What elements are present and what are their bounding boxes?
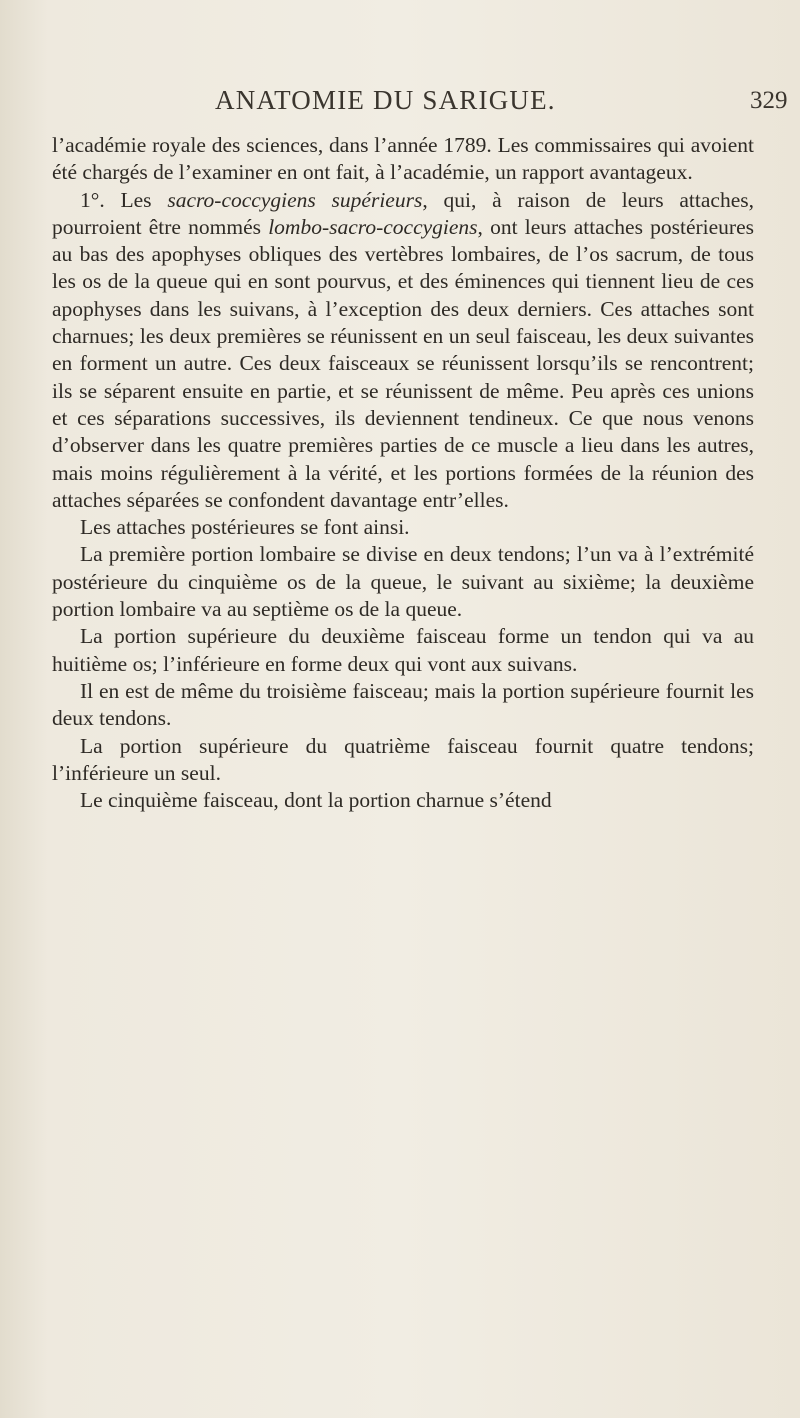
paragraph-6: Il en est de même du troisième faisceau; mais la portion supérieure fournit les deux tendons. — [52, 678, 754, 731]
page-header — [0, 85, 800, 125]
paragraph-1: l’académie royale des sciences, dans l’année 1789. Les commissaires qui avoient été chargés de l’examiner en ont fait, à l’académie, un rapport avantageux. — [52, 133, 754, 185]
paragraph-3: Les attaches postérieures se font ainsi. — [80, 515, 410, 540]
paragraph-5: La portion supérieure du deuxième faisceau forme un tendon qui va au huitième os; l’inférieure en forme deux qui vont aux suivans. — [52, 624, 754, 676]
paragraph-8: Le cinquième faisceau, dont la portion charnue s’étend — [80, 788, 552, 813]
running-title: ANATOMIE DU SARIGUE. — [215, 85, 556, 115]
page-number: 329 — [750, 87, 788, 114]
paragraph-2-lead: 1°. Les — [80, 187, 152, 212]
muscle-name-term: sacro-coccygiens supérieurs — [167, 187, 423, 212]
paragraph-2-rest: , ont leurs attaches postérieures au bas des apophyses obliques des vertèbres lombaires, de l’os sacrum, de tous les os de la queue qui en sont pourvus, et des éminences qui tiennent lieu de ces apophyses dans les suivans, à l’exception des deux derniers. Ces attaches sont charnues; les deux premières se réunissent en un seul faisceau, les deux suivantes en forment un autre. Ces deux faisceaux se réunissent lorsqu’ils se rencontrent; ils se séparent ensuite en partie, et se réunissent de même. Peu après ces unions et ces séparations successives, ils deviennent tendineux. Ce que nous venons d’observer dans les quatre premières parties de ce muscle a lieu dans les autres, mais moins régulièrement à la vérité, et les portions formées de la réunion des attaches séparées se confondent davantage entr’elles. — [52, 214, 755, 512]
paragraph-4: La première portion lombaire se divise en deux tendons; l’un va à l’extrémité postérieure du cinquième os de la queue, le suivant au sixième; la deuxième portion lombaire va au septième os de la queue. — [52, 542, 754, 622]
body-text — [52, 132, 754, 814]
paragraph-7: La portion supérieure du quatrième faisceau fournit quatre tendons; l’inférieure un seul. — [52, 733, 754, 785]
alternate-muscle-name-term: lombo-sacro-coccygiens — [268, 214, 478, 239]
paragraph-2 — [52, 187, 754, 515]
paragraph-2-mid: , qui, à raison de leurs attaches, pourroient être nommés — [52, 187, 754, 239]
